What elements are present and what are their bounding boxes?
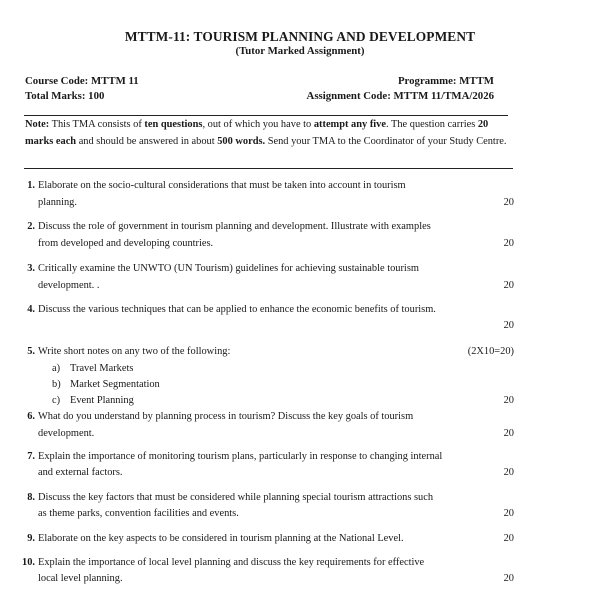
programme: Programme: MTTM [397, 75, 494, 87]
question-marks: 20 [503, 467, 514, 478]
question-marks: 20 [503, 508, 514, 519]
question-number: 7. [27, 451, 35, 462]
question-text-line-2: as theme parks, convention facilities and events. [38, 508, 239, 519]
question-number: 4. [27, 304, 35, 315]
question-text-line-2: from developed and developing countries. [38, 238, 214, 249]
document-subtitle: (Tutor Marked Assignment) [235, 45, 365, 57]
note-bold-1: ten questions [144, 119, 203, 130]
question-number: 6. [27, 411, 35, 422]
assignment-code: Assignment Code: MTTM 11/TMA/2026 [306, 90, 494, 102]
question-number: 9. [27, 533, 35, 544]
option-letter: a) [52, 363, 61, 374]
question-text-line-2: development. [38, 428, 95, 439]
question-marks-breakdown: (2X10=20) [467, 346, 514, 357]
question-text-line-2: development. . [38, 280, 100, 291]
note-text-3: . The question carries [385, 119, 478, 130]
option-text: Market Segmentation [70, 379, 160, 390]
question-text-line-2: local level planning. [38, 573, 123, 584]
question-number: 5. [27, 346, 35, 357]
total-marks: Total Marks: 100 [25, 90, 105, 102]
question-text-line-2: planning. [38, 197, 77, 208]
question-text-line-1: Discuss the role of government in tourism planning and development. Illustrate with examples [38, 221, 431, 232]
note-bottom-rule [24, 168, 513, 169]
option-letter: b) [52, 379, 61, 390]
note-text-4: and should be answered in about [76, 136, 218, 147]
question-number: 8. [27, 492, 35, 503]
option-text: Event Planning [70, 395, 134, 406]
option-text: Travel Markets [70, 363, 134, 374]
question-number: 3. [27, 263, 35, 274]
note-bold-4: 500 words. [217, 136, 266, 147]
question-text-line-1: Explain the importance of local level planning and discuss the key requirements for effective [38, 557, 425, 568]
question-marks: 20 [503, 197, 514, 208]
question-marks: 20 [503, 238, 514, 249]
question-text-line-1: Discuss the various techniques that can be applied to enhance the economic benefits of tourism. [38, 304, 436, 315]
note-label: Note: [25, 119, 50, 130]
question-marks: 20 [503, 428, 514, 439]
question-number: 2. [27, 221, 35, 232]
question-text-line-1: Critically examine the UNWTO (UN Tourism) guidelines for achieving sustainable tourism [38, 263, 419, 274]
note-bold-2: attempt any five [313, 119, 386, 130]
question-marks: 20 [503, 320, 514, 331]
question-text-line-1: Discuss the key factors that must be considered while planning special tourism attractions such [38, 492, 434, 503]
question-number: 1. [27, 180, 35, 191]
question-text-line-1: Elaborate on the key aspects to be considered in tourism planning at the National Level. [38, 533, 404, 544]
question-marks: 20 [503, 573, 514, 584]
question-text-line-1: Write short notes on any two of the following: [38, 346, 231, 357]
note-text-1: This TMA consists of [49, 119, 145, 130]
document-title: MTTM-11: TOURISM PLANNING AND DEVELOPMENT [124, 29, 476, 44]
course-code: Course Code: MTTM 11 [25, 75, 139, 87]
note-bold-3: 20 marks each [25, 119, 489, 147]
option-letter: c) [52, 395, 61, 406]
question-marks: 20 [503, 280, 514, 291]
question-marks: 20 [503, 533, 514, 544]
note-block [25, 116, 515, 150]
question-text-line-1: Explain the importance of monitoring tourism plans, particularly in response to changing internal [38, 451, 443, 462]
note-text-5: Send your TMA to the Coordinator of your Study Centre. [265, 136, 507, 147]
question-number: 10. [22, 557, 35, 568]
question-text-line-2: and external factors. [38, 467, 123, 478]
note-text-2: , out of which you have to [202, 119, 314, 130]
question-marks: 20 [503, 395, 514, 406]
question-text-line-1: Elaborate on the socio-cultural considerations that must be taken into account in tourism [38, 180, 406, 191]
question-text-line-1: What do you understand by planning process in tourism? Discuss the key goals of tourism [38, 411, 414, 422]
